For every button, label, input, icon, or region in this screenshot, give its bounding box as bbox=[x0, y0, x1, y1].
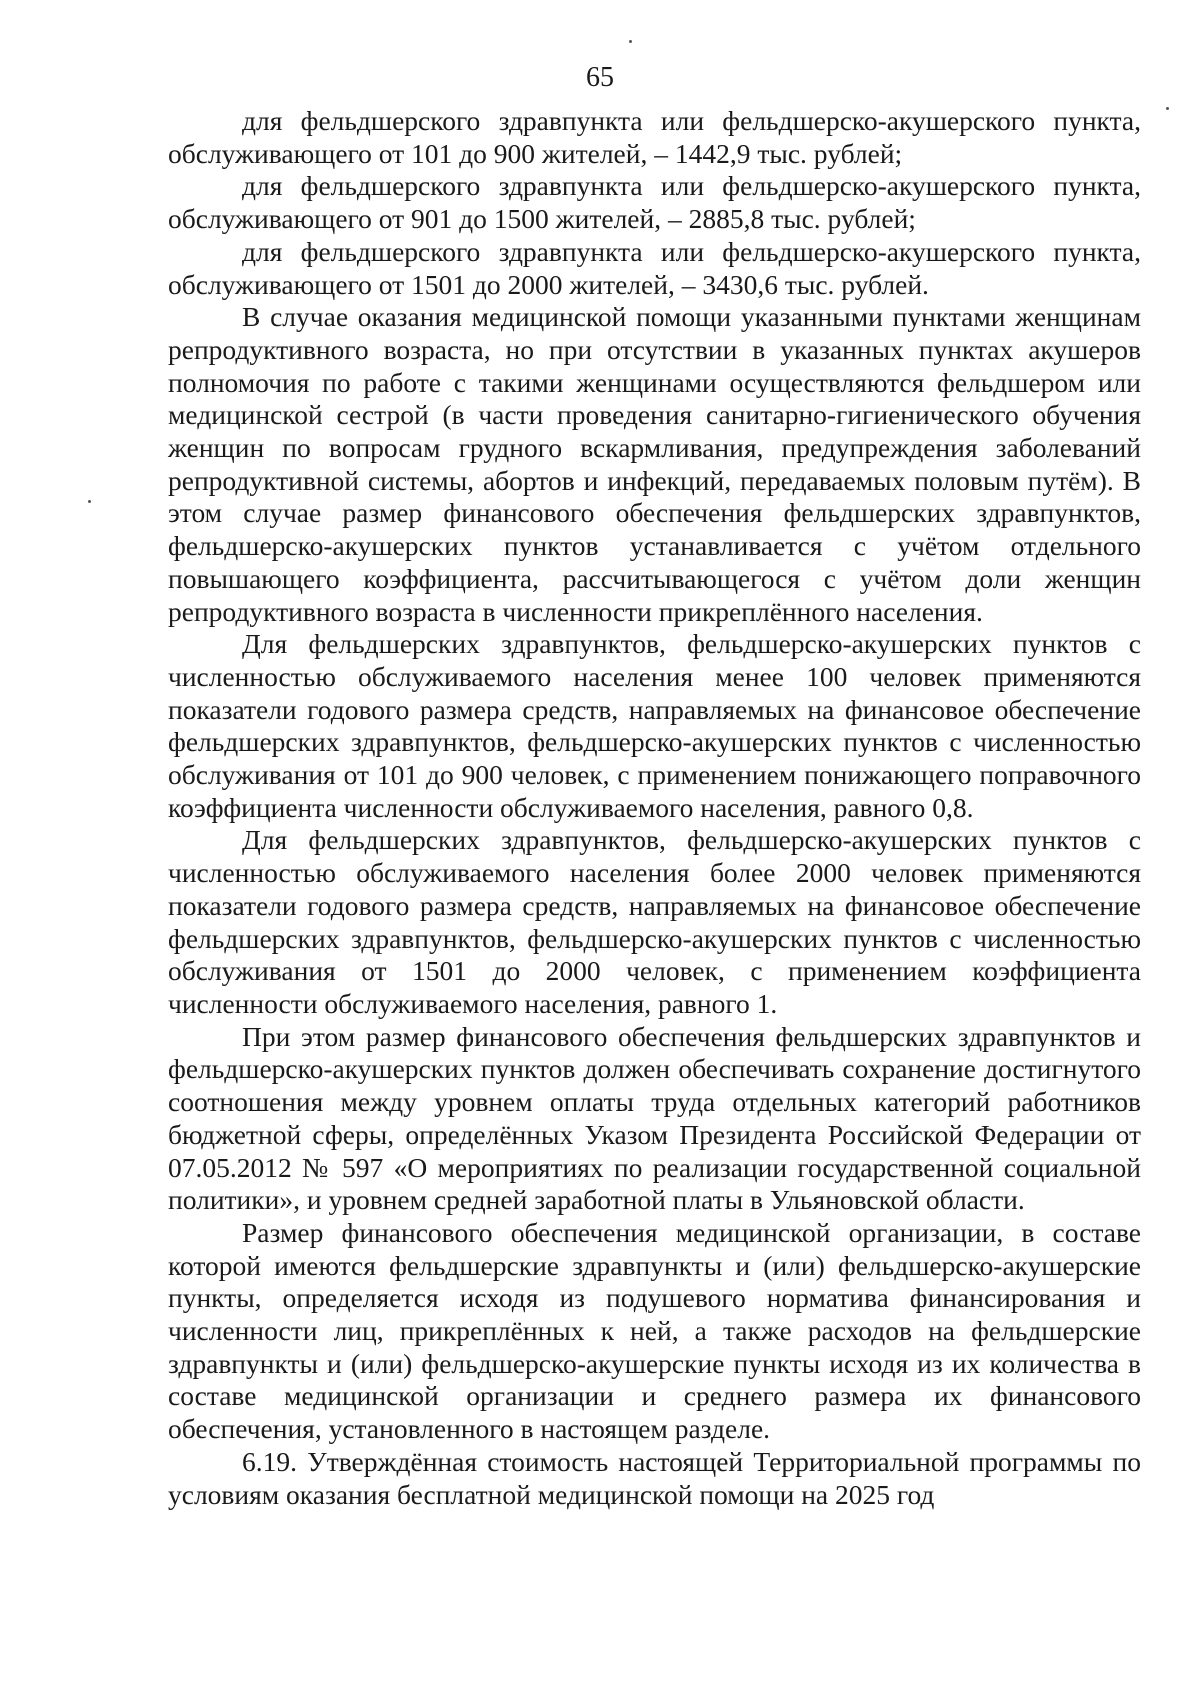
paragraph: для фельдшерского здравпункта или фельдшерско-акушерского пункта, обслуживающего от 901 до 1500 жителей, – 2885,8 тыс. рублей; bbox=[168, 170, 1141, 235]
scan-speck bbox=[1166, 107, 1169, 110]
paragraph: В случае оказания медицинской помощи указанными пунктами женщинам репродуктивного возраста, но при отсутствии в указанных пунктах акушеров полномочия по работе с такими женщинами осуществляются фельдшером или медицинской сестрой (в части проведения санитарно-гигиенического обучения женщин по вопросам грудного вскармливания, предупреждения заболеваний репродуктивной системы, абортов и инфекций, передаваемых половым путём). В этом случае размер финансового обеспечения фельдшерских здравпунктов, фельдшерско-акушерских пунктов устанавливается с учётом отдельного повышающего коэффициента, рассчитывающегося с учётом доли женщин репродуктивного возраста в численности прикреплённого населения. bbox=[168, 301, 1141, 627]
paragraph: Для фельдшерских здравпунктов, фельдшерско-акушерских пунктов с численностью обслуживаемого населения более 2000 человек применяются показатели годового размера средств, направляемых на финансовое обеспечение фельдшерских здравпунктов, фельдшерско-акушерских пунктов с численностью обслуживания от 1501 до 2000 человек, с применением коэффициента численности обслуживаемого населения, равного 1. bbox=[168, 824, 1141, 1019]
page-number: 65 bbox=[586, 62, 614, 93]
paragraph: При этом размер финансового обеспечения фельдшерских здравпунктов и фельдшерско-акушерских пунктов должен обеспечивать сохранение достигнутого соотношения между уровнем оплаты труда отдельных категорий работников бюджетной сферы, определённых Указом Президента Российской Федерации от 07.05.2012 № 597 «О мероприятиях по реализации государственной социальной политики», и уровнем средней заработной платы в Ульяновской области. bbox=[168, 1020, 1141, 1216]
document-body bbox=[168, 105, 1141, 1511]
paragraph: Для фельдшерских здравпунктов, фельдшерско-акушерских пунктов с численностью обслуживаемого населения менее 100 человек применяются показатели годового размера средств, направляемых на финансовое обеспечение фельдшерских здравпунктов, фельдшерско-акушерских пунктов с численностью обслуживания от 101 до 900 человек, с применением понижающего поправочного коэффициента численности обслуживаемого населения, равного 0,8. bbox=[168, 628, 1141, 823]
paragraph: для фельдшерского здравпункта или фельдшерско-акушерского пункта, обслуживающего от 1501 до 2000 жителей, – 3430,6 тыс. рублей. bbox=[168, 235, 1141, 300]
paragraph: для фельдшерского здравпункта или фельдшерско-акушерского пункта, обслуживающего от 101 до 900 жителей, – 1442,9 тыс. рублей; bbox=[168, 105, 1141, 169]
scan-speck bbox=[88, 500, 91, 503]
paragraph: Размер финансового обеспечения медицинской организации, в составе которой имеются фельдшерские здравпункты и (или) фельдшерско-акушерские пункты, определяется исходя из подушевого норматива финансирования и численности лиц, прикреплённых к ней, а также расходов на фельдшерские здравпункты и (или) фельдшерско-акушерские пункты исходя из их количества в составе медицинской организации и среднего размера их финансового обеспечения, установленного в настоящем разделе. bbox=[168, 1216, 1141, 1445]
paragraph: 6.19. Утверждённая стоимость настоящей Территориальной программы по условиям оказания бесплатной медицинской помощи на 2025 год bbox=[168, 1445, 1141, 1510]
scan-speck bbox=[629, 40, 632, 43]
